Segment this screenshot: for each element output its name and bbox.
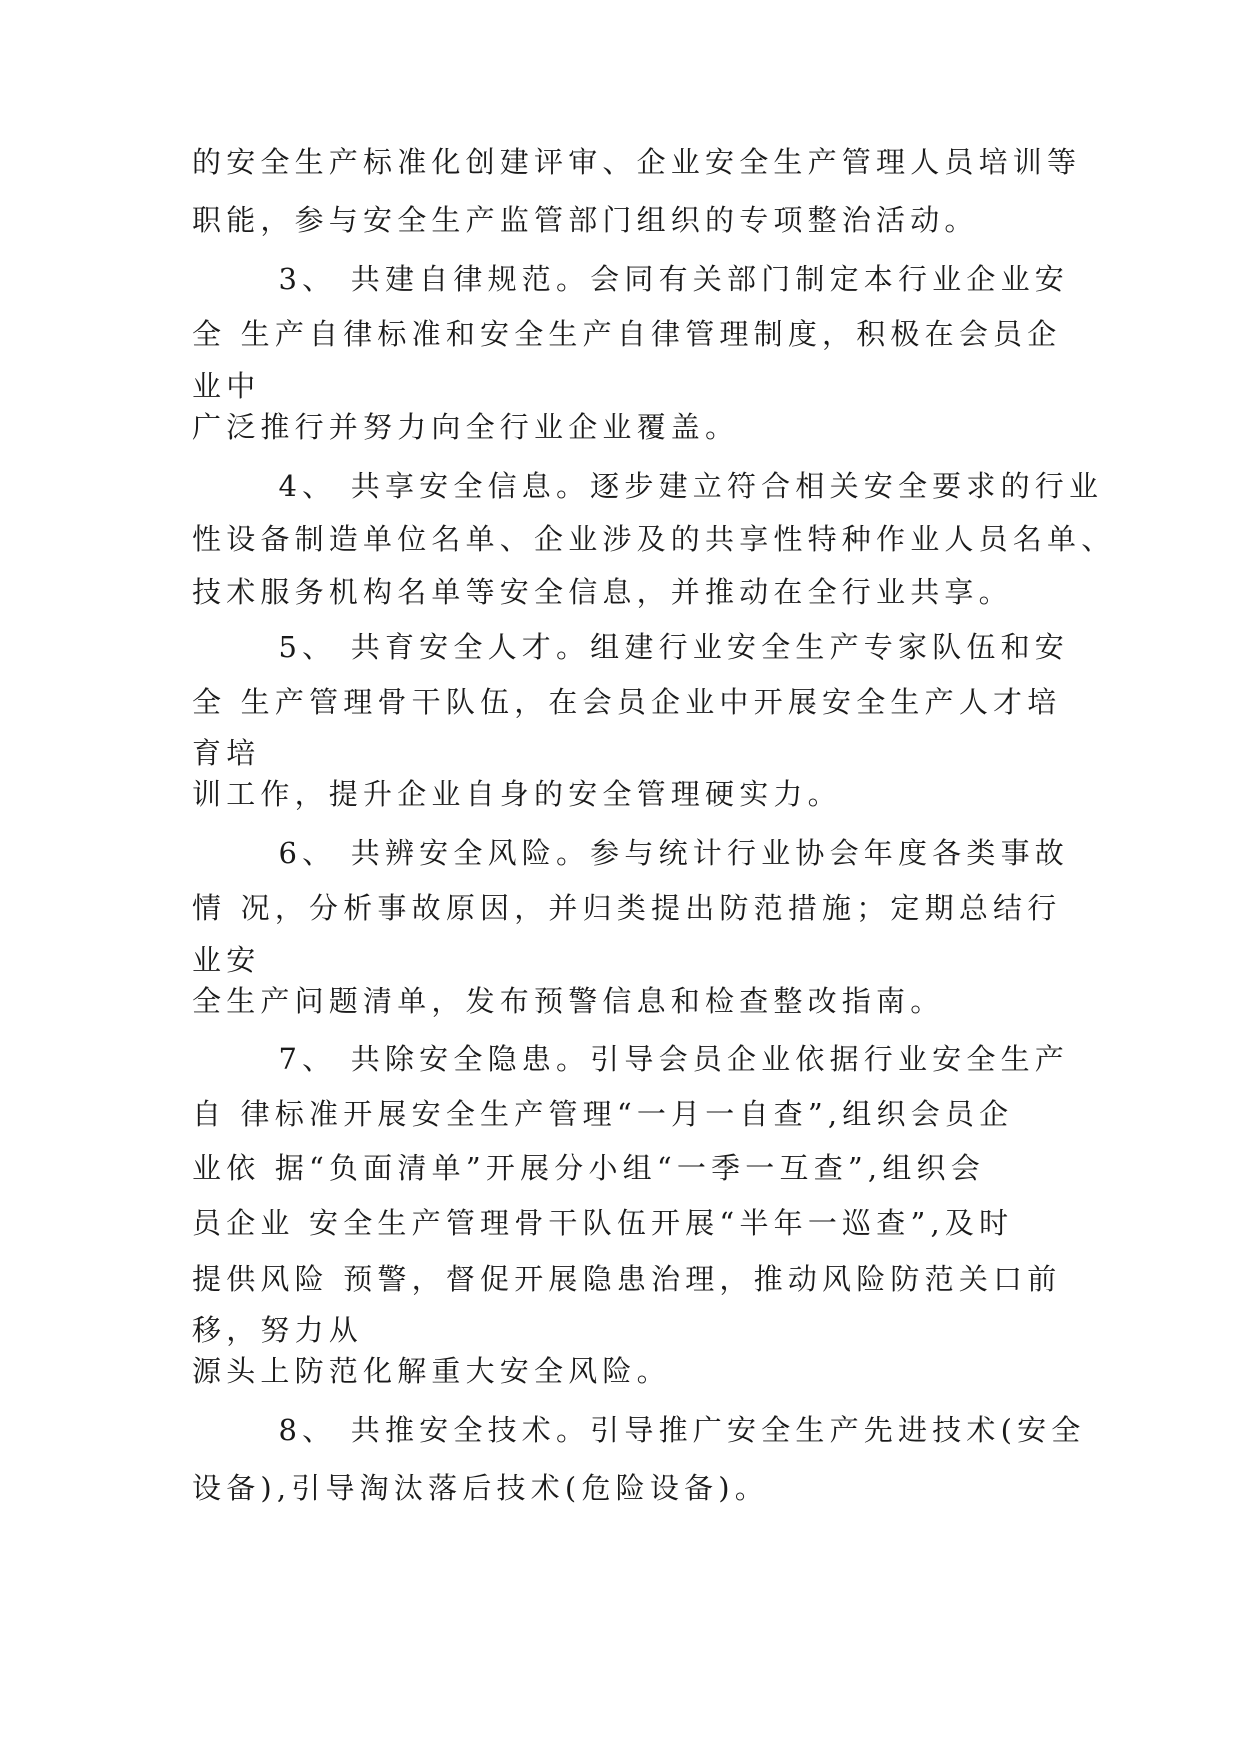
text-line: 4、 共享安全信息。逐步建立符合相关安全要求的行业 (192, 469, 1104, 503)
text-line: 全 生产管理骨干队伍，在会员企业中开展安全生产人才培 (192, 685, 1062, 719)
text-line: 移，努力从 (192, 1313, 364, 1347)
text-line: 业安 (192, 943, 261, 977)
text-line: 设备),引导淘汰落后技术(危险设备)。 (192, 1471, 769, 1505)
text-line: 训工作，提升企业自身的安全管理硬实力。 (192, 777, 842, 811)
text-line: 性设备制造单位名单、企业涉及的共享性特种作业人员名单、 (192, 522, 1116, 556)
text-line: 业依 据“负面清单”开展分小组“一季一互查”,组织会 (192, 1151, 985, 1185)
text-line: 7、 共除安全隐患。引导会员企业依据行业安全生产 (192, 1042, 1069, 1076)
text-line: 提供风险 预警，督促开展隐患治理，推动风险防范关口前 (192, 1262, 1062, 1296)
text-line: 自 律标准开展安全生产管理“一月一自查”,组织会员企 (192, 1097, 1014, 1131)
text-line: 业中 (192, 369, 261, 403)
text-line: 员企业 安全生产管理骨干队伍开展“半年一巡查”,及时 (192, 1206, 1014, 1240)
text-line: 全 生产自律标准和安全生产自律管理制度，积极在会员企 (192, 317, 1062, 351)
text-line: 全生产问题清单，发布预警信息和检查整改指南。 (192, 984, 945, 1018)
text-line: 广泛推行并努力向全行业企业覆盖。 (192, 410, 740, 444)
text-line: 8、 共推安全技术。引导推广安全生产先进技术(安全 (192, 1413, 1086, 1447)
text-line: 源头上防范化解重大安全风险。 (192, 1354, 671, 1388)
text-line: 5、 共育安全人才。组建行业安全生产专家队伍和安 (192, 630, 1069, 664)
text-line: 6、 共辨安全风险。参与统计行业协会年度各类事故 (192, 836, 1069, 870)
text-line: 技术服务机构名单等安全信息，并推动在全行业共享。 (192, 575, 1013, 609)
text-line: 职能，参与安全生产监管部门组织的专项整治活动。 (192, 203, 979, 237)
text-line: 3、 共建自律规范。会同有关部门制定本行业企业安 (192, 262, 1069, 296)
text-line: 育培 (192, 736, 261, 770)
text-line: 情 况，分析事故原因，并归类提出防范措施；定期总结行 (192, 891, 1062, 925)
text-line: 的安全生产标准化创建评审、企业安全生产管理人员培训等 (192, 145, 1082, 179)
